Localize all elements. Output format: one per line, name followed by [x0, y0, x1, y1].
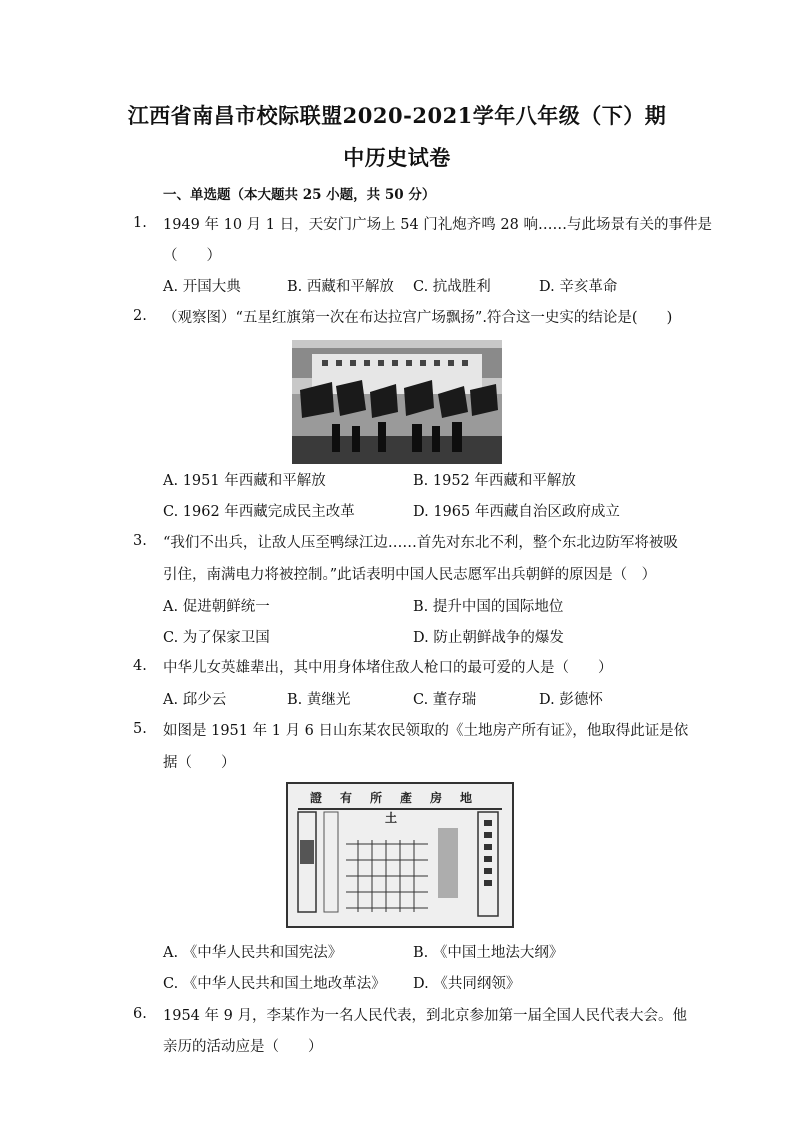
question-2-option-a[interactable]: A. 1951 年西藏和平解放 — [163, 473, 326, 489]
section-heading: 一、单选题（本大题共 25 小题，共 50 分） — [163, 187, 436, 203]
question-1-option-d[interactable]: D. 辛亥革命 — [539, 279, 618, 295]
question-2-option-d[interactable]: D. 1965 年西藏自治区政府成立 — [413, 504, 620, 520]
land-certificate-photo — [286, 782, 514, 928]
question-4-number: 4. — [133, 658, 147, 674]
question-5-option-d[interactable]: D. 《共同纲领》 — [413, 976, 521, 992]
question-3-text-line1: “我们不出兵，让敌人压至鸭绿江边……首先对东北不利，整个东北边防军将被吸 — [163, 535, 678, 551]
page-title-line1: 江西省南昌市校际联盟2020-2021学年八年级（下）期 — [127, 103, 667, 128]
question-5-text-line1: 如图是 1951 年 1 月 6 日山东某农民领取的《土地房产所有证》，他取得此证是依 — [163, 723, 689, 739]
question-2-number: 2. — [133, 308, 147, 324]
question-6-text-line1: 1954 年 9 月，李某作为一名人民代表，到北京参加第一届全国人民代表大会。他 — [163, 1008, 687, 1024]
question-3-option-c[interactable]: C. 为了保家卫国 — [163, 630, 270, 646]
question-3-option-b[interactable]: B. 提升中国的国际地位 — [413, 599, 564, 615]
question-1-text: 1949 年 10 月 1 日，天安门广场上 54 门礼炮齐鸣 28 响……与此场景有关的事件是 — [163, 217, 712, 233]
question-1-number: 1. — [133, 215, 147, 231]
question-1-option-c[interactable]: C. 抗战胜利 — [413, 279, 491, 295]
question-5-option-c[interactable]: C. 《中华人民共和国土地改革法》 — [163, 976, 386, 992]
question-2-option-b[interactable]: B. 1952 年西藏和平解放 — [413, 473, 576, 489]
question-4-option-d[interactable]: D. 彭德怀 — [539, 692, 603, 708]
question-3-option-d[interactable]: D. 防止朝鲜战争的爆发 — [413, 630, 564, 646]
question-2-text: （观察图）“五星红旗第一次在布达拉宫广场飘扬”.符合这一史实的结论是( ) — [163, 310, 673, 326]
certificate-title: 證有所產房地土 — [298, 788, 502, 810]
question-3-option-a[interactable]: A. 促进朝鲜统一 — [163, 599, 270, 615]
question-1-option-a[interactable]: A. 开国大典 — [163, 279, 241, 295]
question-4-option-b[interactable]: B. 黄继光 — [287, 692, 351, 708]
question-5-option-a[interactable]: A. 《中华人民共和国宪法》 — [163, 945, 343, 961]
potala-palace-flag-photo — [292, 340, 502, 464]
question-4-text: 中华儿女英雄辈出，其中用身体堵住敌人枪口的最可爱的人是（ ） — [163, 660, 613, 676]
question-1-option-b[interactable]: B. 西藏和平解放 — [287, 279, 394, 295]
question-4-option-a[interactable]: A. 邱少云 — [163, 692, 227, 708]
question-5-text-line2: 据（ ） — [163, 755, 236, 771]
potala-photo-drawing — [292, 340, 502, 464]
certificate-drawing — [288, 784, 512, 926]
question-1-blank: （ ） — [163, 248, 221, 264]
page-title-line2: 中历史试卷 — [343, 145, 451, 170]
question-3-text-line2: 引住，南满电力将被控制。”此话表明中国人民志愿军出兵朝鲜的原因是（ ） — [163, 567, 657, 583]
question-6-text-line2: 亲历的活动应是（ ） — [163, 1039, 323, 1055]
question-3-number: 3. — [133, 533, 147, 549]
question-6-number: 6. — [133, 1006, 147, 1022]
question-2-option-c[interactable]: C. 1962 年西藏完成民主改革 — [163, 504, 355, 520]
question-5-option-b[interactable]: B. 《中国土地法大纲》 — [413, 945, 564, 961]
question-5-number: 5. — [133, 721, 147, 737]
question-4-option-c[interactable]: C. 董存瑞 — [413, 692, 477, 708]
